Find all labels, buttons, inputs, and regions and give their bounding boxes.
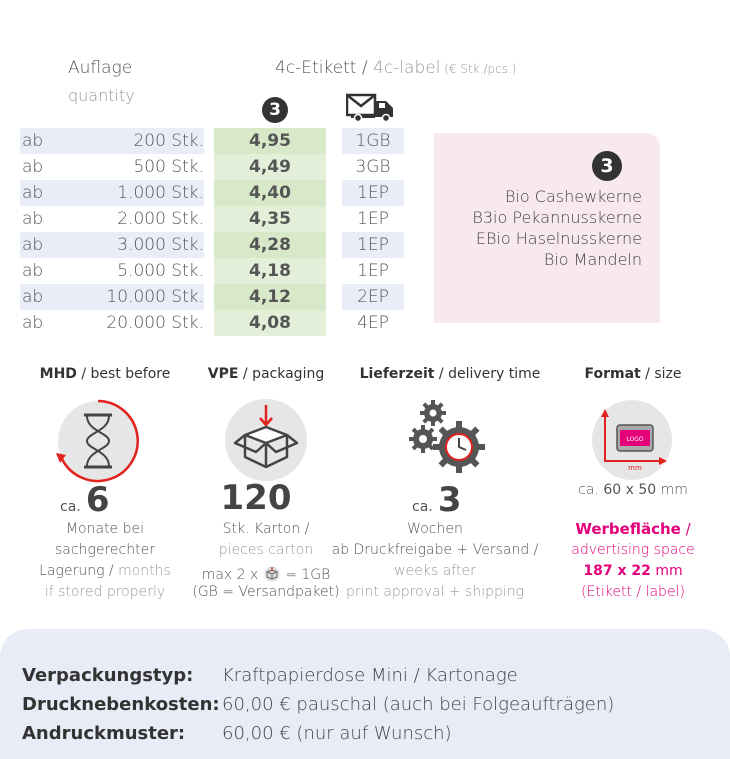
vpe-title-en: packaging: [252, 366, 325, 382]
info-row-proof: [22, 723, 452, 744]
row-quantity: 5.000 Stk.: [117, 261, 204, 281]
quantity-header-de: Auflage: [68, 58, 133, 78]
mhd-text: [10, 519, 200, 603]
format-title: Format / size: [584, 366, 682, 382]
adv-title-en: advertising space: [571, 542, 695, 558]
table-row: [20, 258, 400, 284]
product-variant-badge: 3: [592, 151, 622, 181]
mhd-title: MHD / best before: [39, 366, 171, 382]
row-ab: ab: [22, 313, 44, 333]
vpe-title-de: VPE: [207, 366, 239, 382]
row-shipping: 1EP: [357, 209, 389, 229]
lieferzeit-ca: ca.: [412, 499, 433, 515]
table-row: [20, 128, 400, 154]
lieferzeit-text: [330, 519, 540, 603]
row-price: 4,08: [249, 313, 291, 333]
row-shipping: 3GB: [355, 157, 391, 177]
vpe-text: [176, 519, 356, 561]
vpe-number: 120: [220, 478, 292, 518]
row-price: 4,40: [249, 183, 291, 203]
mhd-title-en: best before: [90, 366, 171, 382]
vpe-line-3a: max 2 x: [201, 567, 259, 583]
label-header: [275, 58, 516, 78]
adv-note: (Etikett / label): [581, 584, 685, 600]
vpe-line-3: [176, 566, 356, 584]
row-shipping: 1GB: [355, 131, 391, 151]
table-row: [20, 154, 400, 180]
row-price: 4,12: [249, 287, 291, 307]
label-header-unit: (€ Stk./pcs.): [440, 62, 517, 76]
small-box-icon: [263, 566, 281, 582]
row-quantity: 200 Stk.: [133, 131, 204, 151]
format-title-en: size: [654, 366, 682, 382]
lieferzeit-title-en: delivery time: [448, 366, 541, 382]
row-quantity: 1.000 Stk.: [117, 183, 204, 203]
vpe-line-1: Stk. Karton /: [222, 521, 310, 537]
mhd-line-1: Monate bei: [65, 521, 145, 537]
row-ab: ab: [22, 287, 44, 307]
lieferzeit-title-de: Lieferzeit: [359, 366, 435, 382]
mhd-value: [60, 480, 110, 520]
row-ab: ab: [22, 183, 44, 203]
row-ab: ab: [22, 209, 44, 229]
row-price: 4,95: [249, 131, 291, 151]
adv-unit: mm: [655, 563, 683, 579]
info-key: Andruckmuster:: [22, 723, 186, 744]
mhd-title-de: MHD: [39, 366, 77, 382]
icon-mm-text: mm: [628, 464, 642, 472]
lieferzeit-title: Lieferzeit / delivery time: [359, 366, 541, 382]
vpe-title: VPE / packaging: [207, 366, 325, 382]
info-value: 60,00 € pauschal (auch bei Folgeaufträgen): [222, 694, 615, 715]
mhd-line-4: if stored properly: [44, 584, 166, 600]
quantity-header-en: quantity: [68, 86, 135, 105]
row-price: 4,49: [249, 157, 291, 177]
row-quantity: 3.000 Stk.: [117, 235, 204, 255]
product-box: [434, 133, 660, 323]
label-header-en: 4c-label: [373, 58, 441, 78]
row-quantity: 2.000 Stk.: [117, 209, 204, 229]
row-quantity: 10.000 Stk.: [106, 287, 204, 307]
mhd-line-2: sachgerechter: [55, 542, 155, 558]
vpe-line-2: pieces carton: [218, 542, 314, 558]
adv-size: 187 x 22: [583, 563, 651, 579]
row-ab: ab: [22, 261, 44, 281]
info-key: Drucknebenkosten:: [22, 694, 220, 715]
info-row-packaging: [22, 665, 518, 686]
label-header-sep: /: [356, 58, 374, 78]
row-shipping: 1EP: [357, 235, 389, 255]
mail-truck-icon: [346, 93, 398, 127]
vpe-line-4: (GB = Versandpaket): [192, 584, 340, 600]
table-row: [20, 232, 400, 258]
product-item: EBio Haselnusskerne: [475, 229, 642, 248]
product-item: Bio Mandeln: [543, 250, 642, 269]
table-row: [20, 284, 400, 310]
bottom-info-panel: [0, 629, 730, 759]
table-row: [20, 206, 400, 232]
lieferzeit-line-1: Wochen: [407, 521, 463, 537]
row-ab: ab: [22, 157, 44, 177]
lieferzeit-line-3: weeks after: [394, 563, 476, 579]
lieferzeit-value: [412, 480, 462, 520]
product-item: Bio Cashewkerne: [505, 187, 642, 206]
row-shipping: 2EP: [357, 287, 389, 307]
variant-badge: 3: [262, 97, 288, 123]
format-ca: ca.: [578, 482, 599, 498]
row-shipping: 1EP: [357, 261, 389, 281]
row-price: 4,35: [249, 209, 291, 229]
icon-logo-text: LOGO: [626, 436, 644, 443]
lieferzeit-line-4: print approval + shipping: [345, 584, 525, 600]
format-size-value: 60 x 50: [603, 482, 657, 498]
adv-title-de: Werbefläche: [575, 520, 681, 538]
label-header-de: 4c-Etikett: [275, 58, 357, 78]
vpe-line-3b: = 1GB: [285, 567, 331, 583]
mhd-line-3: Lagerung / months: [39, 563, 171, 579]
mhd-ca: ca.: [60, 499, 81, 515]
hourglass-icon: [54, 397, 144, 491]
lieferzeit-number: 3: [437, 480, 462, 520]
row-ab: ab: [22, 235, 44, 255]
table-row: [20, 310, 400, 336]
format-unit: mm: [660, 482, 688, 498]
info-value: 60,00 € (nur auf Wunsch): [222, 723, 452, 744]
row-quantity: 500 Stk.: [133, 157, 204, 177]
info-value: Kraftpapierdose Mini / Kartonage: [222, 665, 518, 686]
row-price: 4,18: [249, 261, 291, 281]
mhd-line-3-en: months: [118, 563, 171, 579]
lieferzeit-line-2: ab Druckfreigabe + Versand /: [331, 542, 539, 558]
format-title-de: Format: [584, 366, 641, 382]
row-shipping: 4EP: [357, 313, 389, 333]
label-size-icon: [589, 397, 675, 487]
box-icon: [223, 397, 309, 487]
row-ab: ab: [22, 131, 44, 151]
product-item: B3io Pekannusskerne: [472, 208, 642, 227]
advertising-space: Werbefläche / advertising space 187 x 22 mm (Etikett / label): [548, 519, 718, 603]
vpe-note: [176, 566, 356, 601]
info-row-print-costs: [22, 694, 614, 715]
gears-clock-icon: [405, 397, 495, 491]
row-shipping: 1EP: [357, 183, 389, 203]
info-key: Verpackungstyp:: [22, 665, 194, 686]
mhd-number: 6: [85, 480, 110, 520]
row-price: 4,28: [249, 235, 291, 255]
row-quantity: 20.000 Stk.: [106, 313, 204, 333]
mhd-line-3-de: Lagerung: [39, 563, 105, 579]
format-size: [558, 480, 708, 501]
table-row: [20, 180, 400, 206]
